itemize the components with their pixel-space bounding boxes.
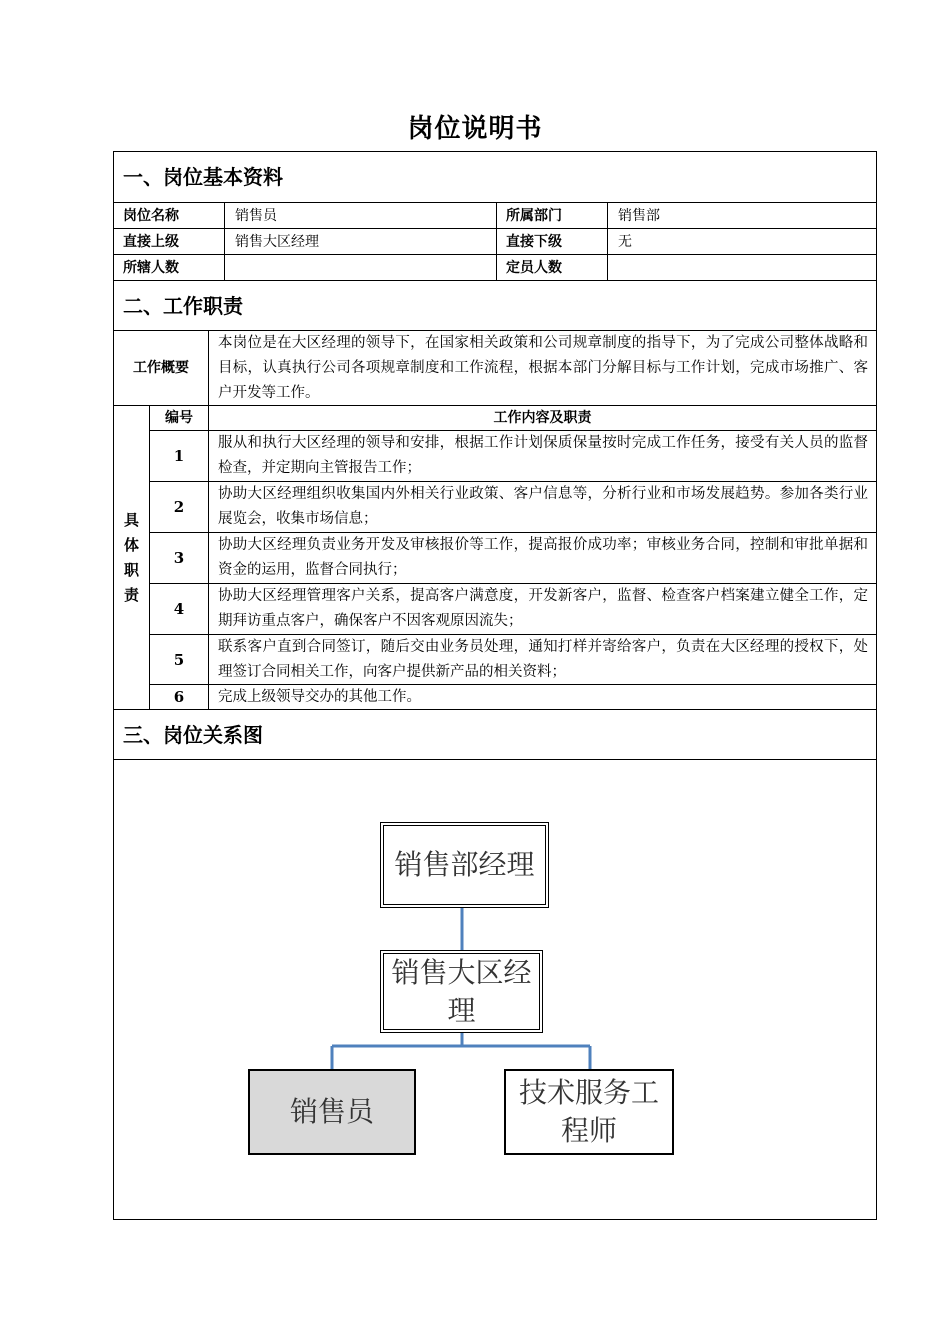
value-headcount — [608, 255, 876, 280]
label-position-name: 岗位名称 — [123, 207, 179, 224]
document-title: 岗位说明书 — [407, 114, 543, 144]
section-heading-basic-info: 一、岗位基本资料 — [123, 165, 283, 189]
duty-text: 协助大区经理负责业务开发及审核报价等工作，提高报价成功率；审核业务合同，控制和审批单据和资金的运用，监督合同执行； — [218, 537, 868, 578]
label-direct-superior: 直接上级 — [123, 233, 179, 250]
duty-number: 2 — [173, 498, 185, 516]
org-node-salesperson: 销售员 — [248, 1069, 416, 1155]
value-direct-superior: 销售大区经理 — [235, 233, 319, 250]
section-heading-duties: 二、工作职责 — [123, 293, 243, 318]
label-direct-subordinate: 直接下级 — [506, 233, 562, 250]
label-staff-managed: 所辖人数 — [123, 259, 179, 276]
duty-text: 完成上级领导交办的其他工作。 — [218, 688, 421, 705]
duty-number: 6 — [173, 688, 185, 706]
column-header-number: 编号 — [165, 410, 193, 426]
label-work-summary: 工作概要 — [133, 360, 189, 376]
column-header-content: 工作内容及职责 — [493, 410, 592, 426]
duty-text: 服从和执行大区经理的领导和安排，根据工作计划保质保量按时完成工作任务，接受有关人员的监督检查，并定期向主管报告工作； — [218, 435, 868, 476]
value-position-name: 销售员 — [235, 207, 277, 224]
value-staff-managed — [225, 255, 495, 280]
label-specific-duties: 具 体 职 责 — [123, 510, 139, 604]
duty-text: 协助大区经理管理客户关系，提高客户满意度，开发新客户，监督、检查客户档案建立健全工作，定期拜访重点客户，确保客户不因客观原因流失； — [218, 588, 868, 629]
work-summary-text: 本岗位是在大区经理的领导下，在国家相关政策和公司规章制度的指导下，为了完成公司整体战略和目标，认真执行公司各项规章制度和工作流程，根据本部门分解目标与工作计划，完成市场推广、客户开发等工作。 — [218, 334, 868, 401]
duty-number: 4 — [173, 600, 185, 618]
duty-text: 联系客户直到合同签订，随后交由业务员处理，通知打样并寄给客户，负责在大区经理的授权下，处理签订合同相关工作，向客户提供新产品的相关资料； — [218, 638, 868, 680]
org-node-regional-sales-manager: 销售大区经理 — [380, 950, 543, 1033]
duty-text: 协助大区经理组织收集国内外相关行业政策、客户信息等，分析行业和市场发展趋势。参加各类行业展览会，收集市场信息； — [218, 486, 868, 527]
label-department: 所属部门 — [506, 207, 562, 224]
value-department: 销售部 — [618, 207, 660, 224]
duty-number: 1 — [173, 447, 185, 465]
org-chart — [114, 760, 876, 1219]
org-node-sales-dept-manager: 销售部经理 — [380, 822, 549, 908]
value-direct-subordinate: 无 — [618, 233, 632, 250]
duty-number: 3 — [173, 549, 185, 567]
label-headcount: 定员人数 — [506, 259, 562, 276]
org-node-technical-service-engineer: 技术服务工程师 — [504, 1069, 674, 1155]
job-description-table — [113, 151, 877, 1220]
duty-number: 5 — [173, 650, 185, 669]
section-heading-relationship: 三、岗位关系图 — [123, 722, 263, 747]
